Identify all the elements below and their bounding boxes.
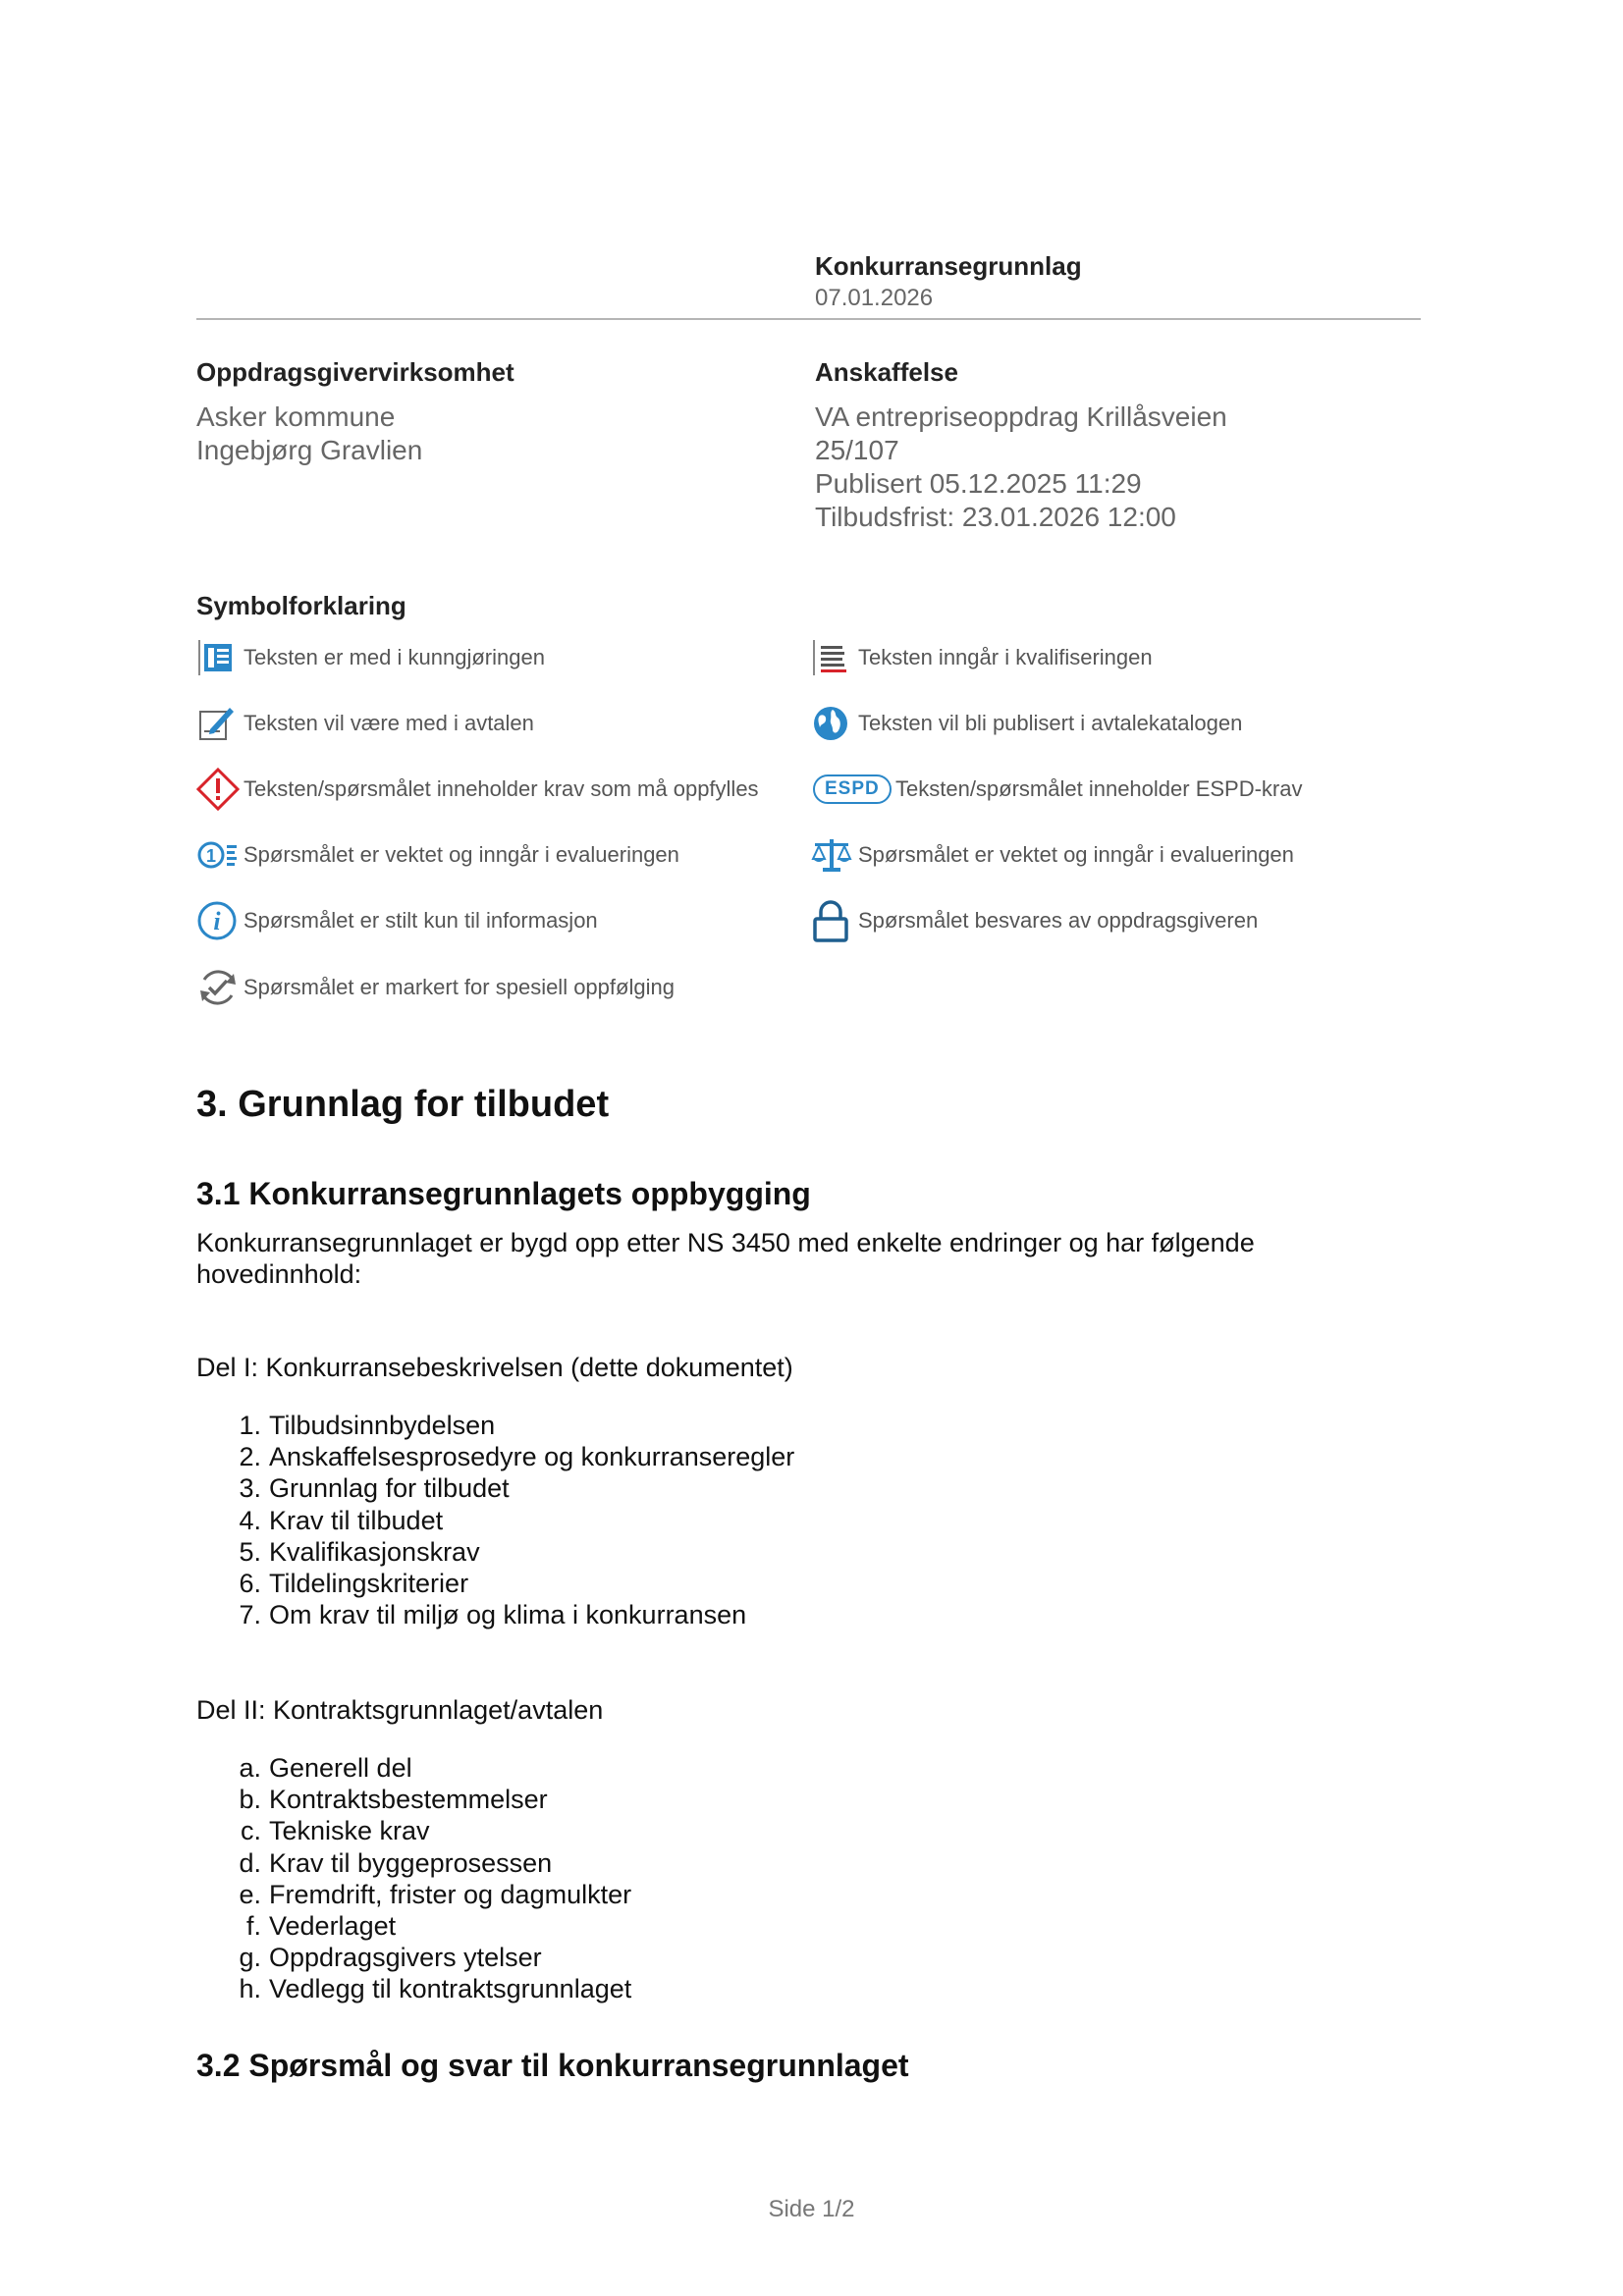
legend-item xyxy=(811,899,1258,942)
client-contact: Ingebjørg Gravlien xyxy=(196,435,423,465)
procurement-heading: Anskaffelse xyxy=(815,357,958,387)
legend-text: Teksten/spørsmålet inneholder krav som må oppfylles xyxy=(243,776,759,801)
legend-text: Teksten vil være med i avtalen xyxy=(243,711,534,735)
list-item xyxy=(196,1815,631,1846)
procurement-name-line2: 25/107 xyxy=(815,435,899,465)
list-text: Anskaffelsesprosedyre og konkurranseregler xyxy=(269,1442,795,1472)
list-item xyxy=(196,1568,794,1599)
list-item xyxy=(196,1784,631,1815)
legend-item xyxy=(813,768,1303,811)
intro-line: Konkurransegrunnlaget er bygd opp etter NS 3450 med enkelte endringer og har følgende xyxy=(196,1228,1255,1257)
list-text: Om krav til miljø og klima i konkurransen xyxy=(269,1600,747,1630)
legend-item xyxy=(196,966,675,1009)
announcement-icon xyxy=(196,636,243,679)
list-item xyxy=(196,1505,794,1536)
legend-item xyxy=(196,899,598,942)
client-name: Asker kommune xyxy=(196,401,396,432)
part2-title: Del II: Kontraktsgrunnlaget/avtalen xyxy=(196,1695,604,1725)
globe-icon xyxy=(811,702,858,745)
section-heading: 3. Grunnlag for tilbudet xyxy=(196,1084,610,1125)
list-item xyxy=(196,1910,631,1942)
list-text: Grunnlag for tilbudet xyxy=(269,1473,510,1504)
part2-list xyxy=(196,1752,631,2005)
list-text: Kontraktsbestemmelser xyxy=(269,1785,548,1815)
list-item xyxy=(196,1410,794,1441)
list-marker: 7. xyxy=(239,1600,261,1630)
list-marker: 4. xyxy=(239,1505,261,1535)
list-marker: f. xyxy=(245,1911,261,1942)
warning-diamond-icon xyxy=(196,768,243,811)
legend-item xyxy=(811,636,1153,679)
list-text: Tildelingskriterier xyxy=(269,1569,469,1599)
list-marker: 6. xyxy=(239,1569,261,1599)
legend-item xyxy=(196,702,534,745)
legend-text: Spørsmålet er stilt kun til informasjon xyxy=(243,908,598,933)
list-item xyxy=(196,1752,631,1784)
followup-check-icon xyxy=(196,966,243,1009)
scales-icon xyxy=(811,833,858,877)
list-text: Kvalifikasjonskrav xyxy=(269,1536,480,1567)
legend-item xyxy=(196,833,679,877)
list-text: Vederlaget xyxy=(269,1911,397,1942)
espd-badge-label: ESPD xyxy=(813,774,892,804)
procurement-deadline: Tilbudsfrist: 23.01.2026 12:00 xyxy=(815,502,1176,532)
legend-item xyxy=(196,636,545,679)
list-marker: h. xyxy=(239,1974,261,2004)
list-text: Tekniske krav xyxy=(269,1816,430,1846)
intro-line: hovedinnhold: xyxy=(196,1259,362,1289)
legend-text: Spørsmålet er markert for spesiell oppfølging xyxy=(243,975,675,999)
contract-pen-icon xyxy=(196,702,243,745)
header-divider xyxy=(196,318,1421,320)
list-text: Vedlegg til kontraktsgrunnlaget xyxy=(269,1974,632,2004)
list-marker: d. xyxy=(239,1847,261,1878)
subsection-heading: 3.1 Konkurransegrunnlagets oppbygging xyxy=(196,1176,811,1211)
procurement-published: Publisert 05.12.2025 11:29 xyxy=(815,468,1142,499)
list-text: Generell del xyxy=(269,1753,412,1783)
part1-list xyxy=(196,1410,794,1630)
list-marker: b. xyxy=(239,1785,261,1815)
legend-text: Spørsmålet er vektet og inngår i evalueringen xyxy=(858,842,1294,867)
list-item xyxy=(196,1973,631,2004)
legend-item xyxy=(811,702,1242,745)
document-date: 07.01.2026 xyxy=(815,285,934,311)
qualification-list-icon xyxy=(811,636,858,679)
legend-item xyxy=(196,768,759,811)
legend-text: Teksten/spørsmålet inneholder ESPD-krav xyxy=(895,776,1303,801)
part1-title: Del I: Konkurransebeskrivelsen (dette dokumentet) xyxy=(196,1353,793,1382)
list-item xyxy=(196,1942,631,1973)
list-item xyxy=(196,1879,631,1910)
svg-text:1: 1 xyxy=(205,846,217,866)
procurement-name-line1: VA entrepriseoppdrag Krillåsveien xyxy=(815,401,1227,432)
espd-badge-icon xyxy=(813,768,903,811)
list-text: Krav til tilbudet xyxy=(269,1505,444,1535)
list-item xyxy=(196,1472,794,1504)
list-text: Oppdragsgivers ytelser xyxy=(269,1943,542,1973)
lock-icon xyxy=(811,899,858,942)
svg-text:i: i xyxy=(213,907,221,935)
list-text: Fremdrift, frister og dagmulkter xyxy=(269,1879,632,1909)
list-marker: 2. xyxy=(239,1442,261,1472)
weighted-number-icon xyxy=(196,833,243,877)
list-marker: 3. xyxy=(239,1473,261,1504)
list-item xyxy=(196,1847,631,1879)
list-marker: e. xyxy=(239,1879,261,1909)
legend-text: Spørsmålet er vektet og inngår i evalueringen xyxy=(243,842,679,867)
legend-title: Symbolforklaring xyxy=(196,591,406,620)
list-item xyxy=(196,1441,794,1472)
list-marker: 1. xyxy=(239,1411,261,1440)
legend-item xyxy=(811,833,1294,877)
legend-text: Spørsmålet besvares av oppdragsgiveren xyxy=(858,908,1259,933)
legend-text: Teksten er med i kunngjøringen xyxy=(243,645,545,669)
list-marker: g. xyxy=(239,1943,261,1973)
subsection-heading: 3.2 Spørsmål og svar til konkurransegrunnlaget xyxy=(196,2048,909,2083)
client-heading: Oppdragsgivervirksomhet xyxy=(196,357,514,387)
list-marker: 5. xyxy=(239,1536,261,1567)
document-title: Konkurransegrunnlag xyxy=(815,251,1082,281)
info-icon xyxy=(196,899,243,942)
list-text: Tilbudsinnbydelsen xyxy=(269,1411,496,1440)
legend-text: Teksten inngår i kvalifiseringen xyxy=(858,645,1153,669)
list-item xyxy=(196,1599,794,1630)
list-marker: a. xyxy=(239,1753,261,1783)
intro-paragraph xyxy=(196,1227,1355,1290)
list-marker: c. xyxy=(240,1816,261,1846)
legend-text: Teksten vil bli publisert i avtalekatalogen xyxy=(858,711,1243,735)
list-text: Krav til byggeprosessen xyxy=(269,1847,553,1878)
page-number: Side 1/2 xyxy=(768,2196,855,2222)
list-item xyxy=(196,1536,794,1568)
